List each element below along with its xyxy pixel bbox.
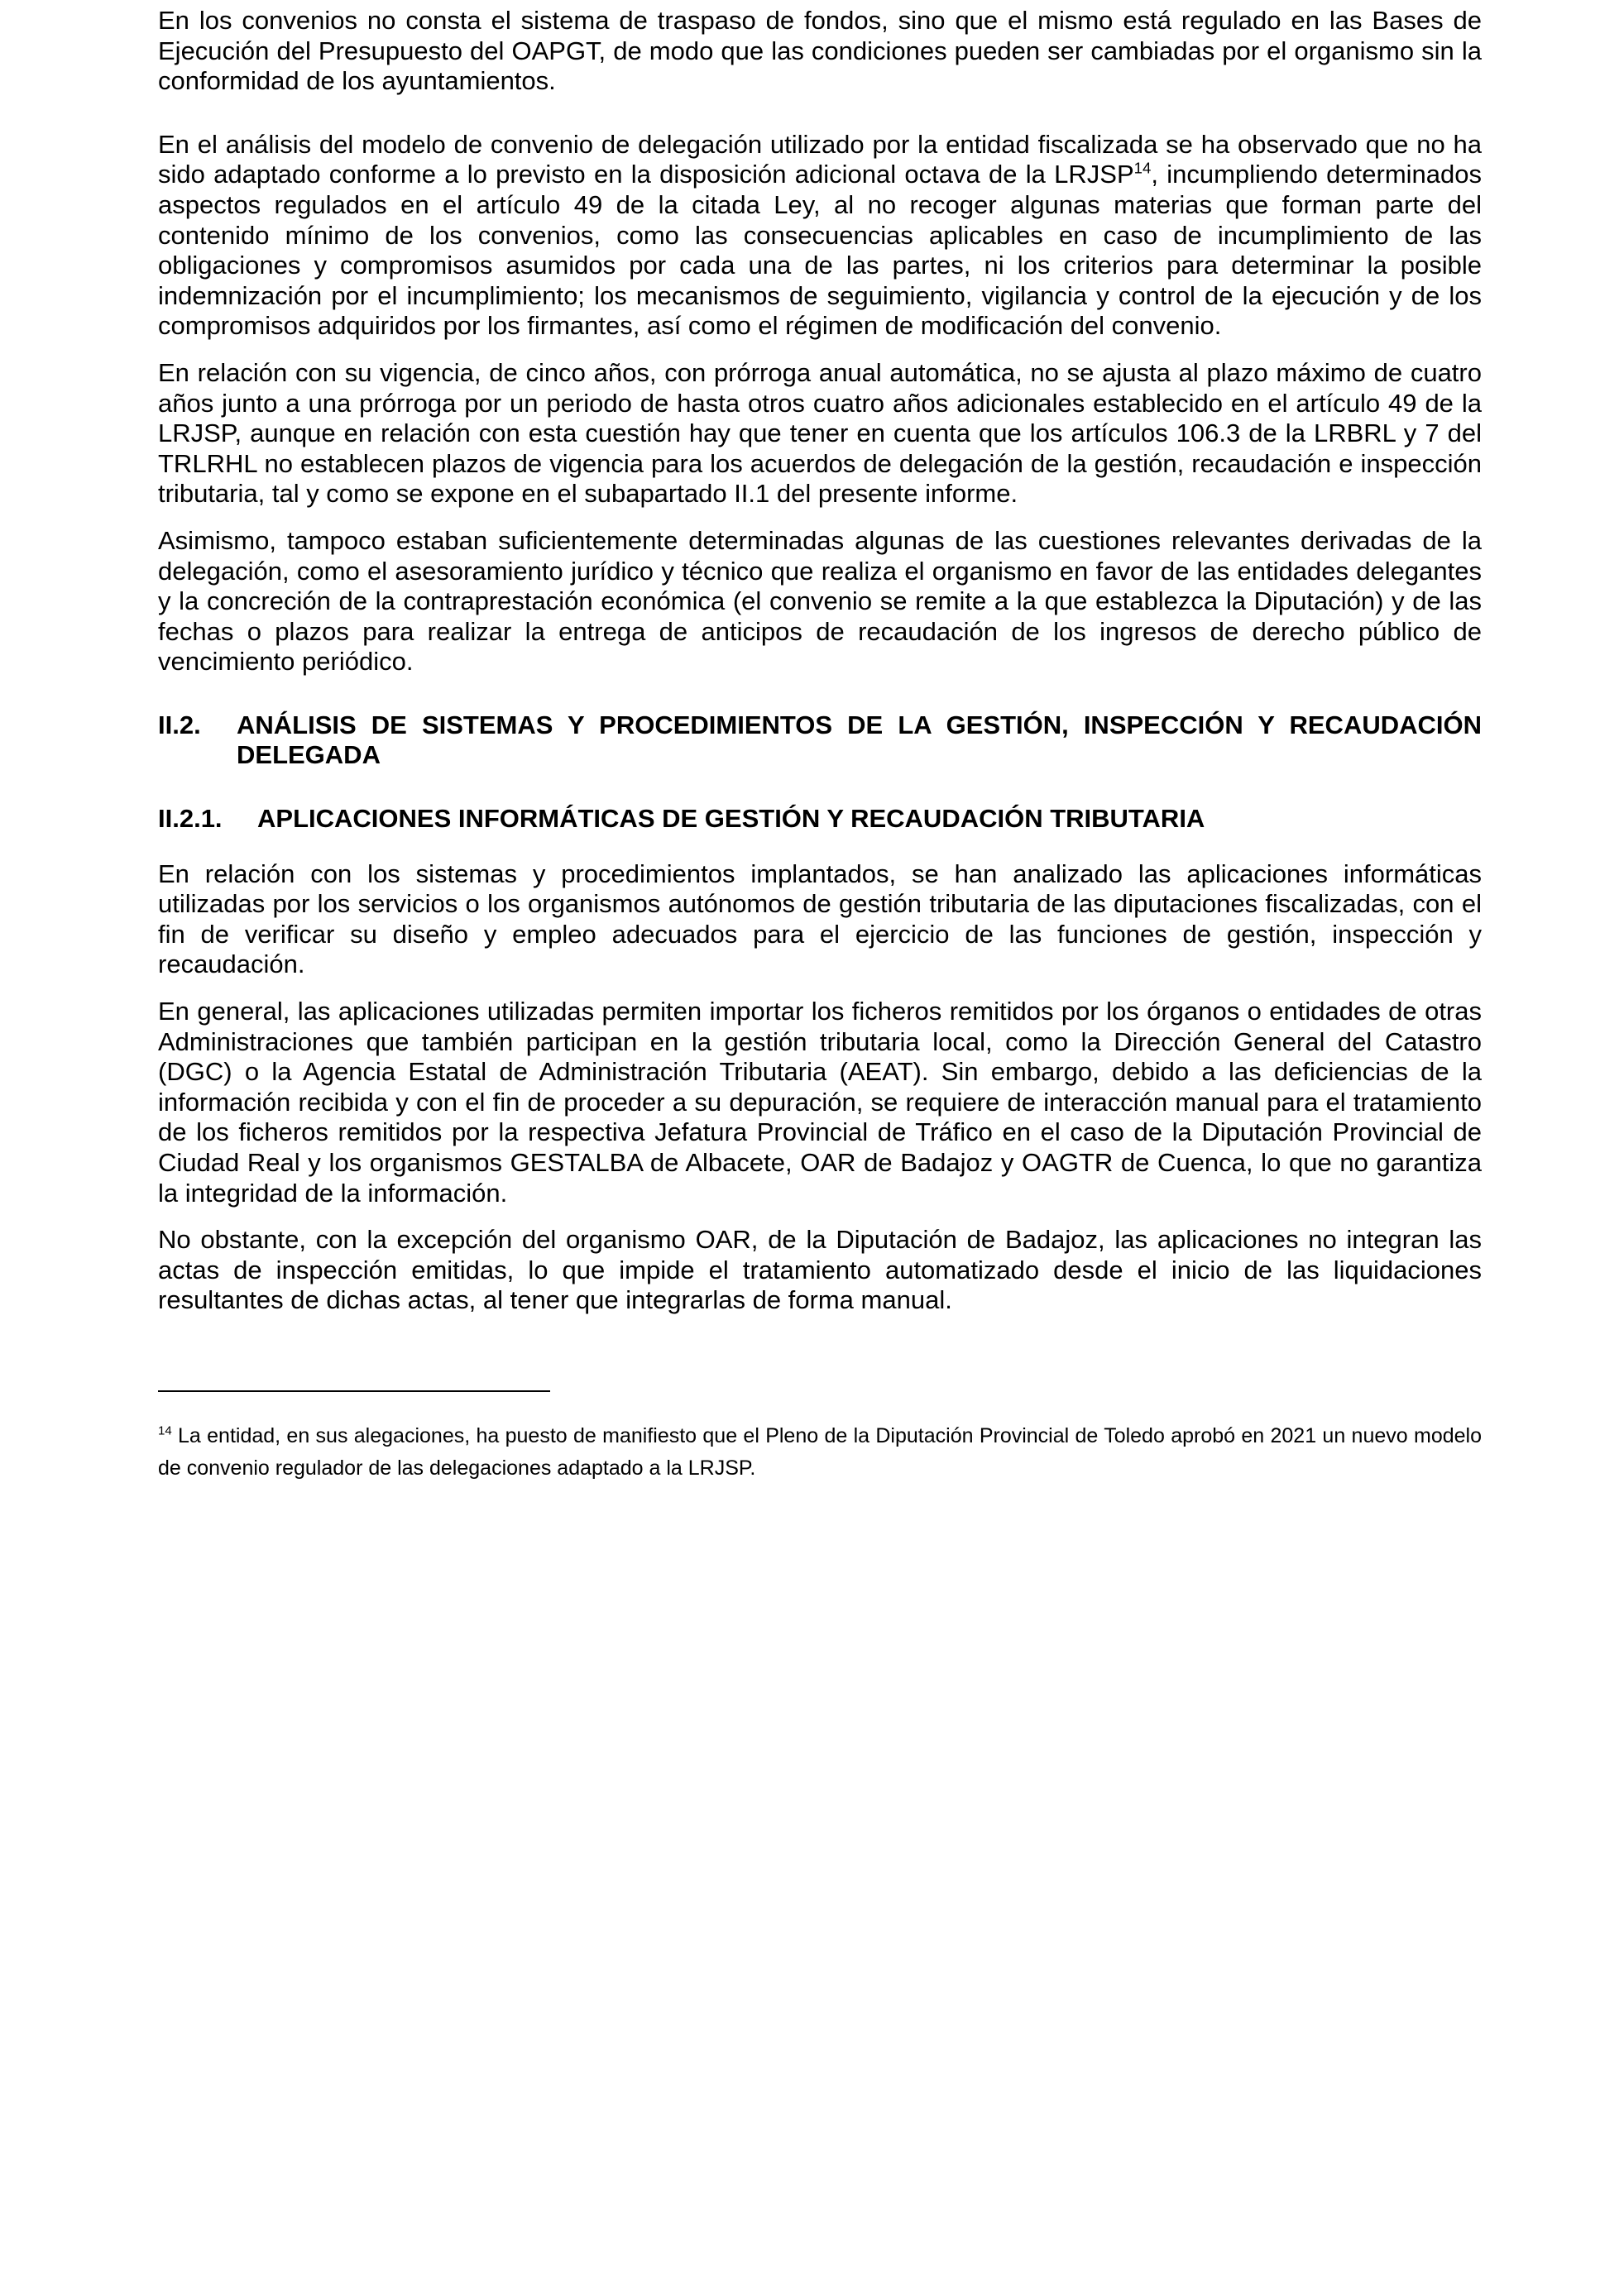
section-title: APLICACIONES INFORMÁTICAS DE GESTIÓN Y RECAUDACIÓN TRIBUTARIA [257, 804, 1205, 834]
paragraph-aplicaciones: En general, las aplicaciones utilizadas permiten importar los ficheros remitidos por los órganos o entidades de otras Administraciones que también participan en la gestión tributaria local, como la Dirección General del Catastro (DGC) o la Agencia Estatal de Administración Tributaria (AEAT). Sin embargo, debido a las deficiencias de la información recibida y con el fin de proceder a su depuración, se requiere de interacción manual para el tratamiento de los ficheros remitidos por la respectiva Jefatura Provincial de Tráfico en el caso de la Diputación Provincial de Ciudad Real y los organismos GESTALBA de Albacete, OAR de Badajoz y OAGTR de Cuenca, lo que no garantiza la integridad de la información. [158, 997, 1482, 1208]
section-heading-ii-2 [158, 710, 1482, 771]
section-title: ANÁLISIS DE SISTEMAS Y PROCEDIMIENTOS DE LA GESTIÓN, INSPECCIÓN Y RECAUDACIÓN DELEGADA [237, 710, 1482, 770]
paragraph-traspaso-fondos: En los convenios no consta el sistema de traspaso de fondos, sino que el mismo está regulado en las Bases de Ejecución del Presupuesto del OAPGT, de modo que las condiciones pueden ser cambiadas por el organismo sin la conformidad de los ayuntamientos. [158, 6, 1482, 96]
paragraph-sistemas: En relación con los sistemas y procedimientos implantados, se han analizado las aplicaciones informáticas utilizadas por los servicios o los organismos autónomos de gestión tributaria de las diputaciones fiscalizadas, con el fin de verificar su diseño y empleo adecuados para el ejercicio de las funciones de gestión, inspección y recaudación. [158, 859, 1482, 979]
paragraph-analisis-convenio [158, 130, 1482, 342]
footnote-text: La entidad, en sus alegaciones, ha puesto de manifiesto que el Pleno de la Diputación Provincial de Toledo aprobó en 2021 un nuevo modelo de convenio regulador de las delegaciones adaptado a la LRJSP. [158, 1423, 1482, 1480]
section-number: II.2.1. [158, 804, 223, 834]
section-heading-ii-2-1 [158, 804, 1482, 835]
paragraph-vigencia: En relación con su vigencia, de cinco años, con prórroga anual automática, no se ajusta al plazo máximo de cuatro años junto a una prórroga por un periodo de hasta otros cuatro años adicionales establecido en el artículo 49 de la LRJSP, aunque en relación con esta cuestión hay que tener en cuenta que los artículos 106.3 de la LRBRL y 7 del TRLRHL no establecen plazos de vigencia para los acuerdos de delegación de la gestión, recaudación e inspección tributaria, tal y como se expone en el subapartado II.1 del presente informe. [158, 357, 1482, 509]
section-number: II.2. [158, 710, 201, 739]
paragraph-text: , incumpliendo determinados aspectos regulados en el artículo 49 de la citada Ley, al no recoger algunas materias que forman parte del contenido mínimo de los convenios, como las consecuencias aplicables en caso de incumplimiento de las obligaciones y compromisos asumidos por cada una de las partes, ni los criterios para determinar la posible indemnización por el incumplimiento; los mecanismos de seguimiento, vigilancia y control de la ejecución y de los compromisos adquiridos por los firmantes, así como el régimen de modificación del convenio. [158, 160, 1482, 341]
footnote-reference[interactable]: 14 [1133, 160, 1152, 178]
footnote [158, 1420, 1482, 1485]
footnote-separator [158, 1390, 550, 1392]
footnote-number: 14 [158, 1423, 172, 1438]
paragraph-asimismo: Asimismo, tampoco estaban suficientemente determinadas algunas de las cuestiones relevantes derivadas de la delegación, como el asesoramiento jurídico y técnico que realiza el organismo en favor de las entidades delegantes y la concreción de la contraprestación económica (el convenio se remite a la que establezca la Diputación) y de las fechas o plazos para realizar la entrega de anticipos de recaudación de los ingresos de derecho público de vencimiento periódico. [158, 525, 1482, 677]
paragraph-text: En el análisis del modelo de convenio de delegación utilizado por la entidad fiscalizada se ha observado que no ha sido adaptado conforme a lo previsto en la disposición adicional octava de la LRJSP [158, 129, 1482, 189]
paragraph-no-obstante: No obstante, con la excepción del organismo OAR, de la Diputación de Badajoz, las aplicaciones no integran las actas de inspección emitidas, lo que impide el tratamiento automatizado desde el inicio de las liquidaciones resultantes de dichas actas, al tener que integrarlas de forma manual. [158, 1225, 1482, 1315]
document-page [158, 0, 1482, 1485]
